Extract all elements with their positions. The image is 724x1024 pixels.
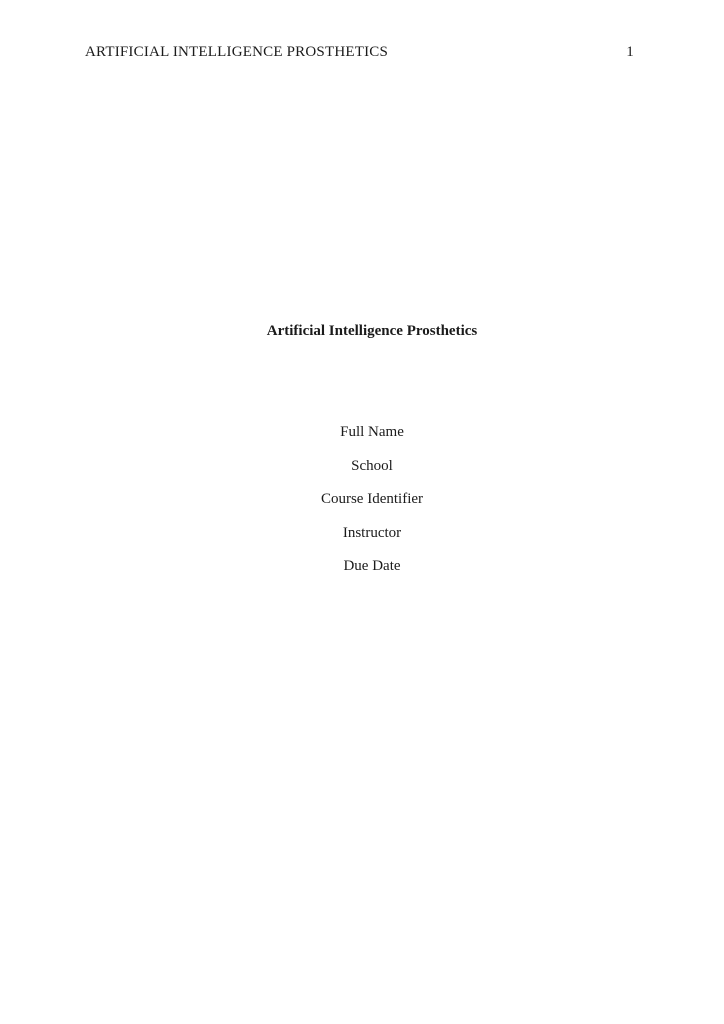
due-date: Due Date bbox=[343, 558, 401, 574]
paper-title: Artificial Intelligence Prosthetics bbox=[266, 323, 478, 339]
school-name: School bbox=[351, 457, 393, 474]
instructor-name: Instructor bbox=[342, 524, 402, 541]
page-number: 1 bbox=[626, 44, 634, 60]
running-head: ARTIFICIAL INTELLIGENCE PROSTHETICS bbox=[85, 44, 389, 60]
byline-block bbox=[20, 416, 724, 584]
author-full-name: Full Name bbox=[340, 424, 404, 440]
course-identifier: Course Identifier bbox=[320, 491, 424, 507]
page-header bbox=[85, 44, 634, 61]
